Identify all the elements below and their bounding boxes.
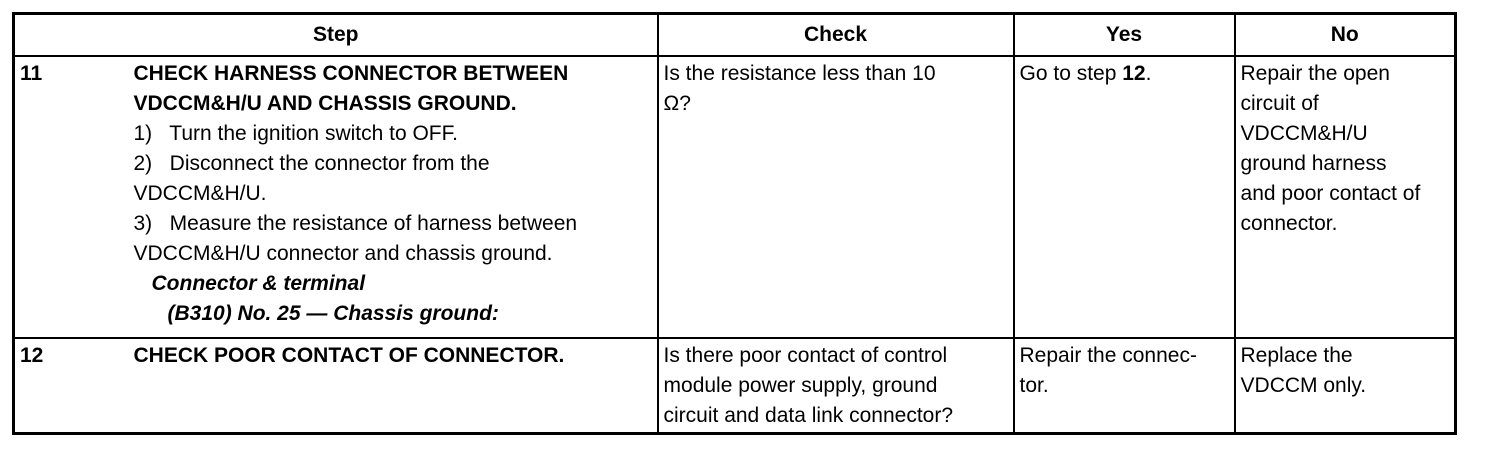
table-row xyxy=(14,56,1456,338)
no-line: circuit of xyxy=(1240,92,1319,115)
yes-cell xyxy=(1014,338,1235,434)
no-line: Replace the xyxy=(1240,344,1353,367)
substep-line: VDCCM&H/U. xyxy=(133,182,267,205)
header-step: Step xyxy=(14,14,658,57)
step-title-line: CHECK HARNESS CONNECTOR BETWEEN xyxy=(133,62,569,85)
header-row xyxy=(14,14,1456,57)
check-line: Ω? xyxy=(663,92,691,115)
step-number: 12 xyxy=(14,338,134,434)
spec-value: (B310) No. 25 — Chassis ground: xyxy=(167,302,499,325)
check-line: Is the resistance less than 10 xyxy=(663,62,936,85)
header-check: Check xyxy=(658,14,1014,57)
step-description xyxy=(134,56,658,338)
no-line: Repair the open xyxy=(1240,62,1390,85)
check-cell xyxy=(658,338,1014,434)
no-cell xyxy=(1235,338,1456,434)
no-line: connector. xyxy=(1240,212,1338,235)
substep-line: VDCCM&H/U connector and chassis ground. xyxy=(133,242,553,265)
yes-step-link: 12 xyxy=(1122,62,1146,85)
check-line: Is there poor contact of control xyxy=(663,344,948,367)
diagnostic-table xyxy=(12,12,1457,435)
no-line: ground harness xyxy=(1240,152,1387,175)
yes-prefix: Go to step xyxy=(1019,62,1123,85)
step-title-line: CHECK POOR CONTACT OF CONNECTOR. xyxy=(133,344,565,367)
header-yes: Yes xyxy=(1014,14,1235,57)
table-row xyxy=(14,338,1456,434)
check-cell xyxy=(658,56,1014,338)
substep-line: 1) Turn the ignition switch to OFF. xyxy=(133,122,458,145)
header-no: No xyxy=(1235,14,1456,57)
no-line: VDCCM only. xyxy=(1240,374,1367,397)
check-line: circuit and data link connector? xyxy=(663,404,954,427)
step-description xyxy=(134,338,658,434)
check-line: module power supply, ground xyxy=(663,374,938,397)
step-title-line: VDCCM&H/U AND CHASSIS GROUND. xyxy=(133,92,517,115)
substep-line: 2) Disconnect the connector from the xyxy=(133,152,490,175)
step-number: 11 xyxy=(14,56,134,338)
yes-cell xyxy=(1014,56,1235,338)
substep-line: 3) Measure the resistance of harness between xyxy=(133,212,578,235)
yes-suffix: . xyxy=(1145,62,1152,85)
yes-line: tor. xyxy=(1019,374,1049,397)
yes-line: Repair the connec- xyxy=(1019,344,1197,367)
no-line: and poor contact of xyxy=(1240,182,1421,205)
no-cell xyxy=(1235,56,1456,338)
no-line: VDCCM&H/U xyxy=(1240,122,1368,145)
spec-label: Connector & terminal xyxy=(151,272,366,295)
